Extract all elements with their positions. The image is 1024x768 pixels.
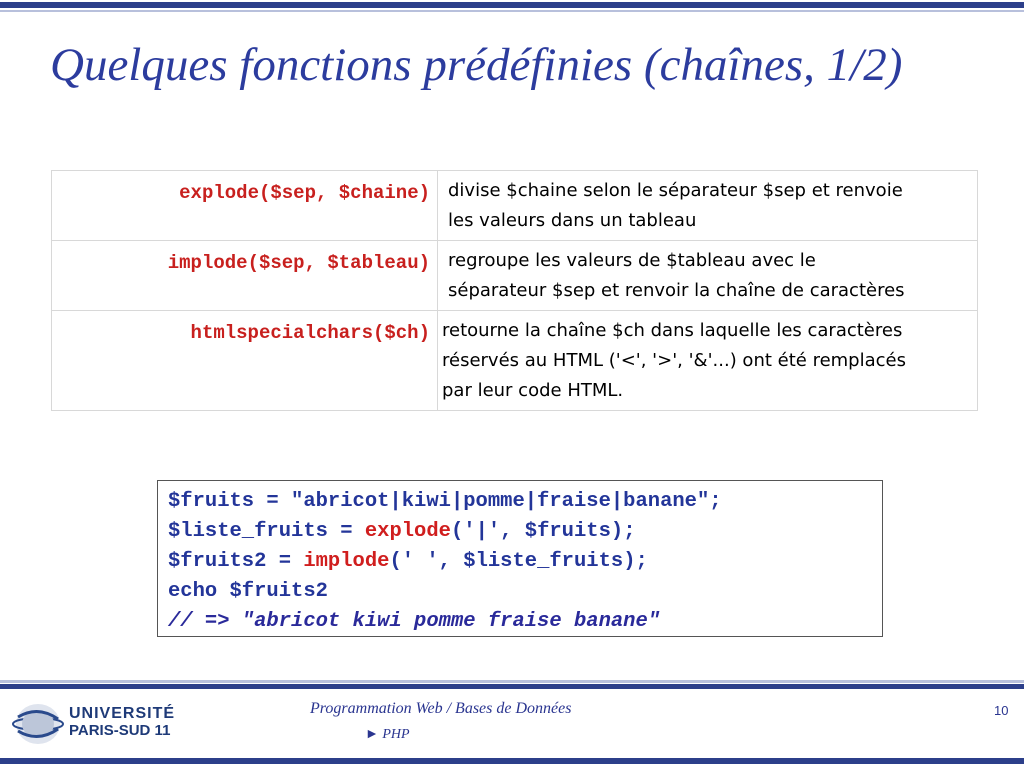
code-text: $fruits2 = (168, 550, 304, 573)
university-name-line2: PARIS-SUD 11 (69, 722, 171, 739)
code-line (168, 517, 882, 547)
functions-table (51, 170, 978, 411)
code-text: (' ', $liste_fruits); (389, 550, 648, 573)
page-number: 10 (994, 703, 1009, 718)
description-line: divise $chaine selon le séparateur $sep et renvoie (448, 180, 903, 201)
code-example-box (157, 480, 883, 637)
code-comment: // => "abricot kiwi pomme fraise banane" (168, 610, 661, 633)
footer-section: ► PHP (365, 727, 410, 742)
university-name-line1: UNIVERSITÉ (69, 705, 176, 722)
top-border-thin-bar (0, 10, 1024, 12)
description-line: les valeurs dans un tableau (448, 210, 697, 231)
description-line: retourne la chaîne $ch dans laquelle les caractères (442, 320, 903, 341)
slide-title: Quelques fonctions prédéfinies (chaînes, 1/2) (50, 39, 903, 91)
code-text: $liste_fruits = (168, 520, 365, 543)
top-border-bar (0, 2, 1024, 8)
code-line: $fruits = "abricot|kiwi|pomme|fraise|banane"; (168, 490, 722, 513)
bottom-edge-bar (0, 758, 1024, 764)
description-line: réservés au HTML ('<', '>', '&'...) ont été remplacés (442, 350, 906, 371)
table-row (52, 311, 978, 411)
code-line (168, 547, 882, 577)
bottom-thin-bar (0, 680, 1024, 683)
function-description (438, 311, 978, 411)
table-row (52, 171, 978, 241)
description-line: séparateur $sep et renvoir la chaîne de caractères (448, 280, 905, 301)
table-row (52, 241, 978, 311)
bottom-border-bar (0, 684, 1024, 689)
code-line: echo $fruits2 (168, 580, 328, 603)
code-keyword: explode (364, 520, 451, 543)
footer-course-title: Programmation Web / Bases de Données (310, 700, 572, 717)
code-text: ('|', $fruits); (450, 520, 636, 543)
function-description (438, 241, 978, 311)
description-line: par leur code HTML. (442, 380, 624, 401)
function-signature: implode($sep, $tableau) (52, 241, 438, 311)
description-line: regroupe les valeurs de $tableau avec le (448, 250, 816, 271)
function-description (438, 171, 978, 241)
function-signature: explode($sep, $chaine) (52, 171, 438, 241)
function-signature: htmlspecialchars($ch) (52, 311, 438, 411)
code-keyword: implode (303, 550, 390, 573)
